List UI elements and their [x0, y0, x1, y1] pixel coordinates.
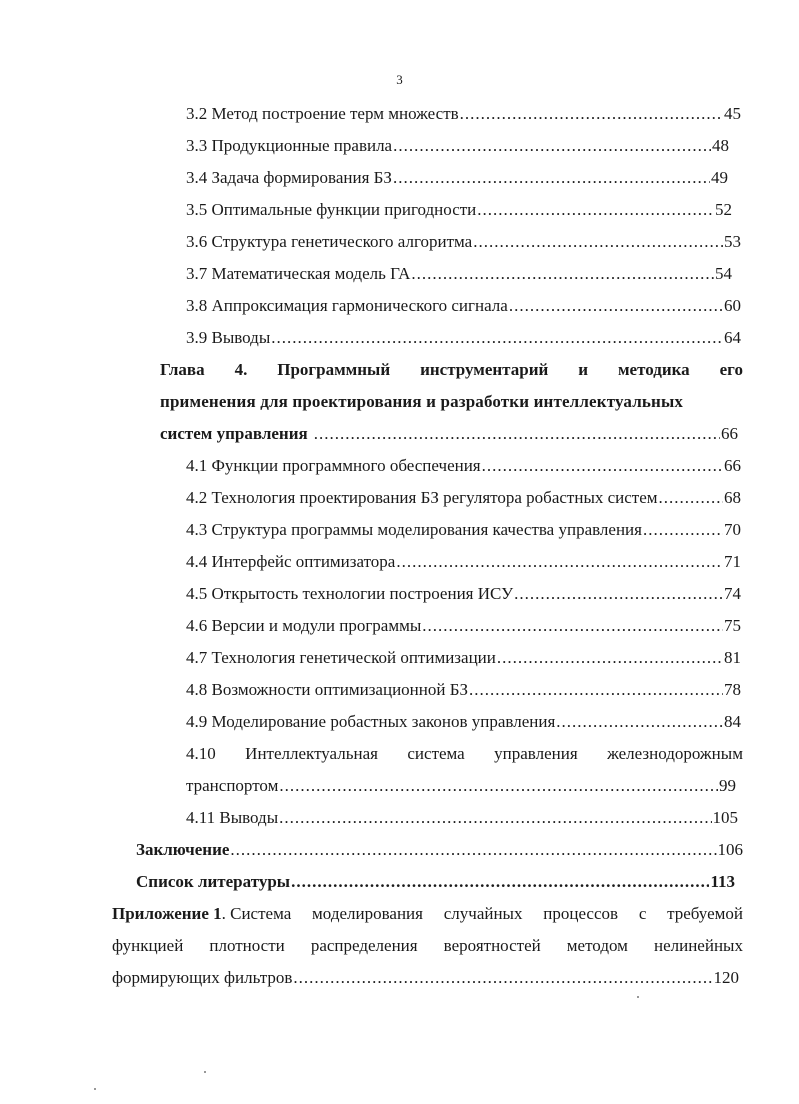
toc-entry-3-5[interactable] — [186, 200, 732, 220]
leader-dots — [279, 808, 711, 828]
toc-entry-title: 4.7 Технология генетической оптимизации — [186, 648, 496, 667]
toc-entry-4-11[interactable] — [186, 808, 738, 828]
toc-entry-3-4[interactable] — [186, 168, 728, 188]
toc-entry-4-7[interactable] — [186, 648, 741, 668]
toc-entry-4-6[interactable] — [186, 616, 741, 636]
toc-entry-3-2[interactable] — [186, 104, 741, 124]
toc-entry-4-2[interactable] — [186, 488, 741, 508]
toc-entry-3-3[interactable] — [186, 136, 729, 156]
toc-entry-4-8[interactable] — [186, 680, 741, 700]
leader-dots — [293, 968, 712, 988]
leader-dots — [271, 328, 723, 348]
scan-speck — [637, 996, 639, 998]
toc-entry-3-9[interactable] — [186, 328, 741, 348]
leader-dots — [473, 232, 723, 252]
toc-entry-page: 49 — [711, 168, 728, 187]
toc-entry-word: вероятностей — [443, 936, 541, 955]
toc-entry-page: 84 — [724, 712, 741, 731]
scan-speck — [204, 1071, 206, 1073]
toc-entry-word: управления — [494, 744, 578, 763]
toc-entry-title: 4.5 Открытость технологии построения ИСУ — [186, 584, 514, 603]
toc-entry-page: 66 — [724, 456, 741, 475]
toc-entry-title: 3.7 Математическая модель ГА — [186, 264, 411, 283]
leader-dots — [497, 648, 723, 668]
toc-entry-title: транспортом — [186, 776, 279, 795]
toc-entry-title: 3.6 Структура генетического алгоритма — [186, 232, 473, 251]
toc-entry-page: 66 — [721, 424, 738, 443]
leader-dots — [393, 168, 710, 188]
chapter-4-heading-line-2[interactable] — [160, 392, 743, 412]
leader-dots — [314, 424, 720, 444]
toc-entry-word: случайных — [443, 904, 523, 923]
toc-entry-page: 68 — [724, 488, 741, 507]
toc-entry-page: 74 — [724, 584, 741, 603]
toc-entry-title: 4.11 Выводы — [186, 808, 279, 827]
toc-entry-appendix-1-line-1[interactable] — [112, 904, 743, 924]
chapter-4-heading-line-3[interactable] — [160, 424, 738, 444]
toc-entry-title: 3.8 Аппроксимация гармонического сигнала — [186, 296, 508, 315]
toc-entry-word: Интеллектуальная — [245, 744, 378, 763]
leader-dots — [460, 104, 723, 124]
toc-entry-title: 4.1 Функции программного обеспечения — [186, 456, 481, 475]
toc-entry-word: функцией — [112, 936, 184, 955]
toc-entry-page: 78 — [724, 680, 741, 699]
toc-entry-page: 81 — [724, 648, 741, 667]
toc-entry-4-4[interactable] — [186, 552, 741, 572]
leader-dots — [469, 680, 723, 700]
chapter-4-heading-line-1[interactable] — [160, 360, 743, 380]
toc-entry-title: 4.6 Версии и модули программы — [186, 616, 422, 635]
toc-entry-title: 4.4 Интерфейс оптимизатора — [186, 552, 396, 571]
toc-entry-3-8[interactable] — [186, 296, 741, 316]
toc-entry-word: плотности — [209, 936, 285, 955]
toc-entry-word: распределения — [310, 936, 418, 955]
toc-entry-title: 4.3 Структура программы моделирования качества управления — [186, 520, 642, 539]
toc-entry-4-9[interactable] — [186, 712, 741, 732]
leader-dots — [411, 264, 714, 284]
toc-entry-word: 4.10 — [186, 744, 216, 763]
toc-entry-page: 71 — [724, 552, 741, 571]
toc-entry-page: 113 — [710, 872, 735, 891]
toc-entry-word: моделирования — [312, 904, 423, 923]
leader-dots — [422, 616, 723, 636]
leader-dots — [509, 296, 723, 316]
leader-dots — [556, 712, 723, 732]
toc-entry-title: 4.8 Возможности оптимизационной БЗ — [186, 680, 468, 699]
toc-entry-page: 64 — [724, 328, 741, 347]
toc-entry-word: нелинейных — [653, 936, 743, 955]
toc-entry-word: . Система — [221, 904, 292, 923]
appendix-label: Приложение 1 — [112, 904, 222, 923]
toc-entry-title: 3.5 Оптимальные функции пригодности — [186, 200, 477, 219]
toc-entry-page: 75 — [724, 616, 741, 635]
toc-entry-page: 106 — [717, 840, 743, 859]
toc-entry-word: железнодорожным — [607, 744, 743, 763]
toc-entry-title: 3.3 Продукционные правила — [186, 136, 393, 155]
toc-entry-page: 48 — [712, 136, 729, 155]
toc-entry-word: методом — [566, 936, 628, 955]
heading-word: инструментарий — [420, 360, 549, 379]
scan-speck — [94, 1088, 96, 1090]
toc-entry-title: формирующих фильтров — [112, 968, 293, 987]
heading-word: Глава — [160, 360, 205, 379]
toc-entry-3-7[interactable] — [186, 264, 732, 284]
toc-entry-page: 60 — [724, 296, 741, 315]
toc-entry-page: 99 — [719, 776, 736, 795]
heading-word: Программный — [277, 360, 391, 379]
toc-entry-conclusion[interactable] — [136, 840, 743, 860]
heading-text: применения для проектирования и разработки интеллектуальных — [160, 392, 684, 411]
toc-entry-page: 120 — [713, 968, 739, 987]
toc-entry-word: требуемой — [667, 904, 743, 923]
toc-entry-word: процессов — [543, 904, 619, 923]
leader-dots — [291, 872, 709, 892]
toc-entry-page: 70 — [724, 520, 741, 539]
toc-entry-page: 53 — [724, 232, 741, 251]
toc-entry-appendix-1-line-3[interactable] — [112, 968, 739, 988]
toc-entry-title: Список литературы — [136, 872, 291, 891]
toc-entry-3-6[interactable] — [186, 232, 741, 252]
toc-entry-4-1[interactable] — [186, 456, 741, 476]
leader-dots — [659, 488, 723, 508]
leader-dots — [279, 776, 718, 796]
leader-dots — [393, 136, 711, 156]
leader-dots — [477, 200, 714, 220]
toc-entry-page: 52 — [715, 200, 732, 219]
heading-word: 4. — [234, 360, 248, 379]
toc-entry-page: 105 — [712, 808, 738, 827]
heading-text: систем управления — [160, 424, 308, 443]
leader-dots — [396, 552, 723, 572]
leader-dots — [482, 456, 723, 476]
leader-dots — [230, 840, 716, 860]
toc-entry-4-5[interactable] — [186, 584, 741, 604]
leader-dots — [643, 520, 723, 540]
toc-entry-page: 54 — [715, 264, 732, 283]
page-number: 3 — [396, 72, 403, 87]
toc-entry-title: Заключение — [136, 840, 230, 859]
toc-entry-page: 45 — [724, 104, 741, 123]
toc-entry-title: 3.2 Метод построение терм множеств — [186, 104, 459, 123]
toc-entry-4-10-line-1[interactable] — [186, 744, 743, 764]
heading-word: его — [719, 360, 743, 379]
toc-entry-4-3[interactable] — [186, 520, 741, 540]
toc-entry-title: 3.4 Задача формирования БЗ — [186, 168, 392, 187]
appendix-label-group — [112, 904, 291, 924]
toc-entry-title: 3.9 Выводы — [186, 328, 271, 347]
toc-entry-word: система — [407, 744, 465, 763]
heading-word: методика — [617, 360, 690, 379]
toc-entry-appendix-1-line-2[interactable] — [112, 936, 743, 956]
heading-word: и — [578, 360, 589, 379]
toc-entry-4-10-line-2[interactable] — [186, 776, 736, 796]
toc-entry-title: 4.9 Моделирование робастных законов управления — [186, 712, 556, 731]
toc-entry-word: с — [638, 904, 647, 923]
toc-entry-title: 4.2 Технология проектирования БЗ регулятора робастных систем — [186, 488, 658, 507]
leader-dots — [514, 584, 723, 604]
toc-entry-references[interactable] — [136, 872, 735, 892]
